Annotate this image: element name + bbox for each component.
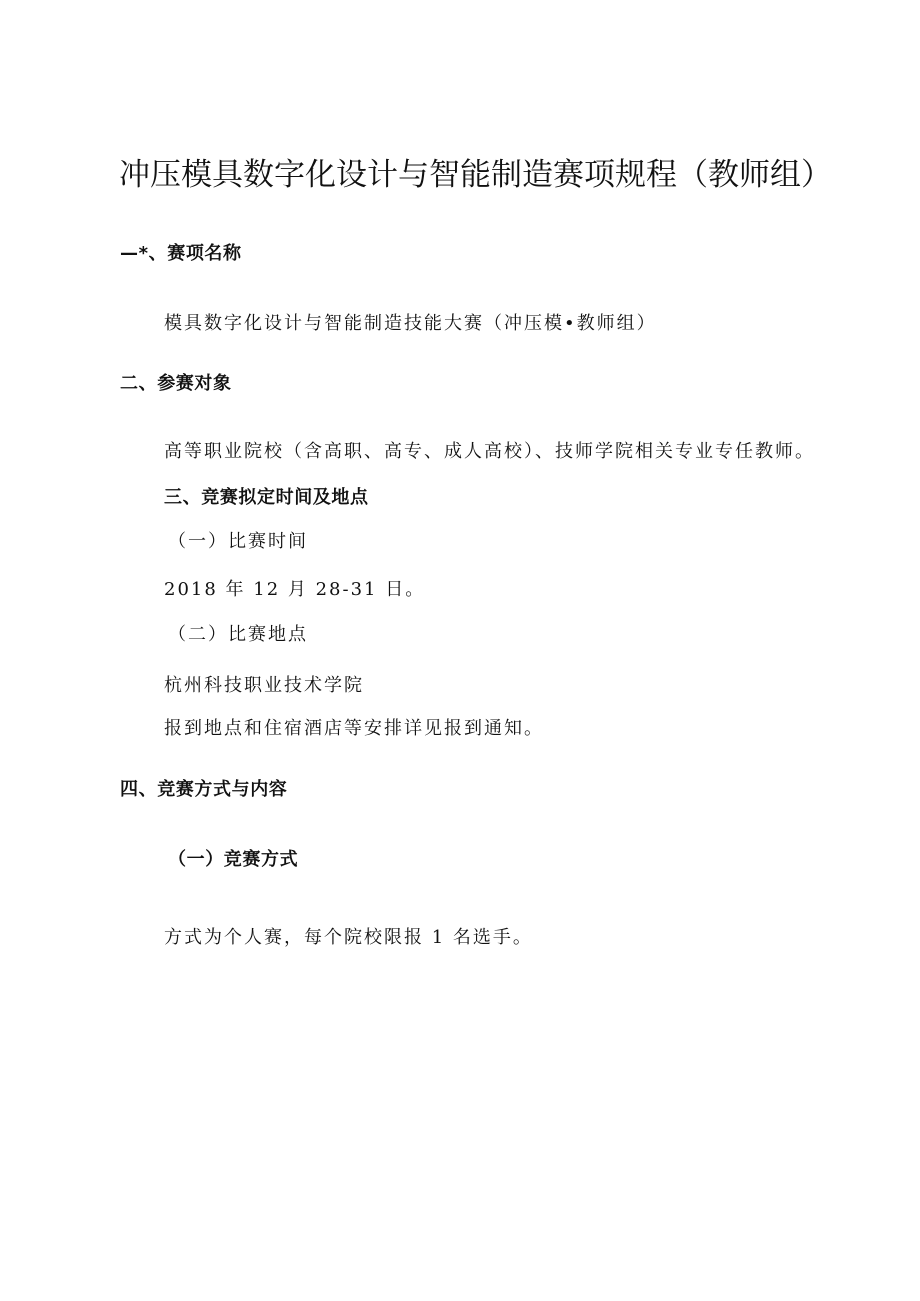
section-4-method-body: 方式为个人赛，每个院校限报 1 名选手。 (164, 927, 533, 948)
section-3-location-body: 杭州科技职业技术学院 (164, 675, 364, 696)
section-2-body: 高等职业院校（含高职、高专、成人高校）、技师学院相关专业专任教师。 (164, 441, 815, 462)
section-4-subheading-method: （一）竞赛方式 (168, 849, 299, 870)
section-1-heading: —*、赛项名称 (120, 243, 242, 264)
section-1-body: 模具数字化设计与智能制造技能大赛（冲压模•教师组） (164, 313, 657, 334)
section-3-heading: 三、竞赛拟定时间及地点 (164, 487, 369, 508)
section-3-subheading-time: （一）比赛时间 (168, 531, 308, 552)
section-3-subheading-location: （二）比赛地点 (168, 624, 308, 645)
section-2-heading: 二、参赛对象 (120, 373, 232, 394)
section-4-heading: 四、竞赛方式与内容 (120, 779, 288, 800)
document-title: 冲压模具数字化设计与智能制造赛项规程（教师组） (119, 157, 832, 193)
section-3-time-body: 2018 年 12 月 28-31 日。 (164, 579, 426, 600)
section-3-registration-note: 报到地点和住宿酒店等安排详见报到通知。 (164, 718, 544, 739)
